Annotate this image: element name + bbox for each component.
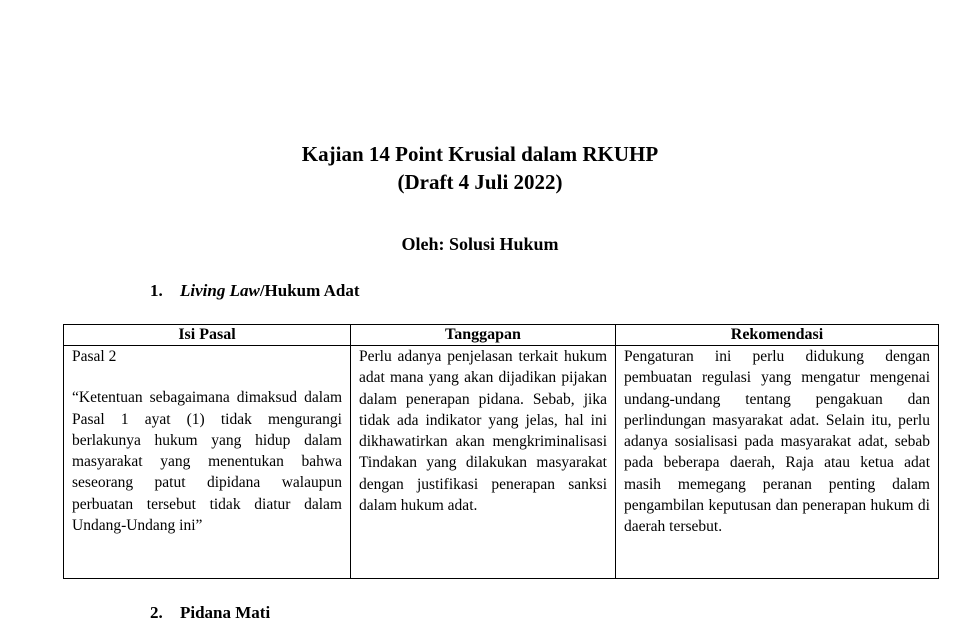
cell-rekomendasi: Pengaturan ini perlu didukung dengan pembuatan regulasi yang mengatur mengenai undang-undang tentang pengakuan dan perlindungan masyarakat adat. Selain itu, perlu adanya sosialisasi pada masyarakat adat, sebab pada beberapa daerah, Raja atau ketua adat masih memegang peranan penting dalam pengambilan keputusan dan penerapan hukum di daerah tersebut.: [616, 346, 939, 579]
document-title: [0, 140, 960, 196]
section-number: 2.: [150, 603, 163, 622]
section-heading-1: [150, 281, 360, 301]
section-number: 1.: [150, 281, 163, 300]
column-header-tanggapan: Tanggapan: [351, 325, 616, 346]
section-title: Pidana Mati: [180, 603, 271, 622]
pasal-title: Pasal 2: [72, 348, 117, 365]
table-row: [64, 346, 939, 579]
title-line-1: Kajian 14 Point Krusial dalam RKUHP: [301, 142, 659, 166]
pasal-text: “Ketentuan sebagaimana dimaksud dalam Pasal 1 ayat (1) tidak mengurangi berlakunya hukum yang hidup dalam masyarakat yang menentukan bahwa seseorang patut dipidana walaupun perbuatan tersebut tidak diatur dalam Undang-Undang ini”: [72, 389, 342, 535]
document-author: Oleh: Solusi Hukum: [401, 234, 559, 254]
section-heading-2: [150, 603, 270, 623]
column-header-rekomendasi: Rekomendasi: [616, 325, 939, 346]
section-title-italic: Living Law: [180, 281, 260, 300]
cell-tanggapan: Perlu adanya penjelasan terkait hukum adat mana yang akan dijadikan pijakan dalam penerapan pidana. Sebab, jika tidak ada indikator yang jelas, hal ini dikhawatirkan akan mengkriminalisasi Tindakan yang dilakukan masyarakat dengan justifikasi penerapan sanksi dalam hukum adat.: [351, 346, 616, 579]
section-title: /Hukum Adat: [259, 281, 360, 300]
analysis-table: [63, 324, 939, 579]
column-header-isi-pasal: Isi Pasal: [64, 325, 351, 346]
title-line-2: (Draft 4 Juli 2022): [397, 170, 563, 194]
cell-isi-pasal: [64, 346, 351, 579]
table-header-row: [64, 325, 939, 346]
